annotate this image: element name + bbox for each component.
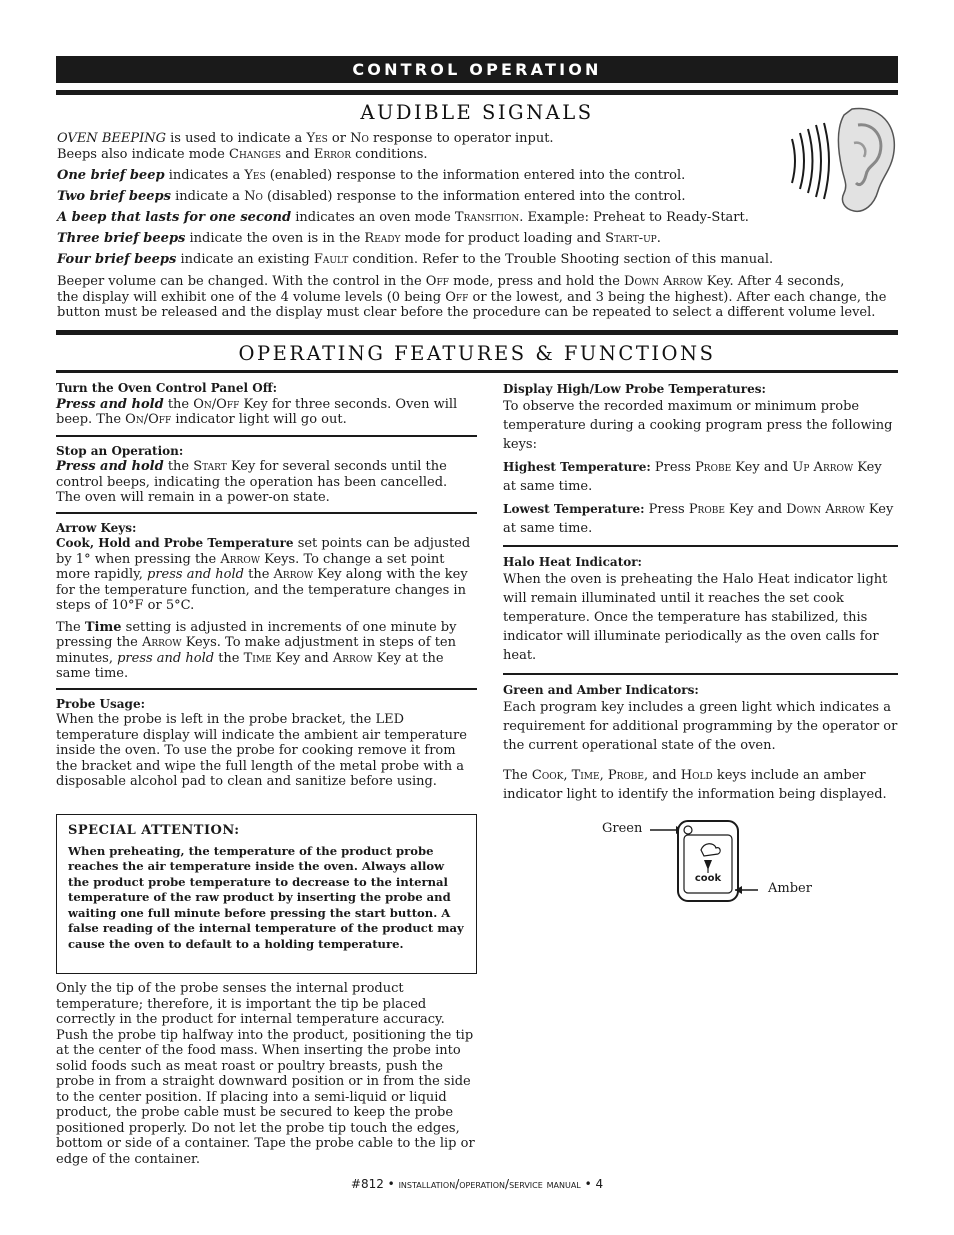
- emphasis: Press and hold: [56, 396, 164, 412]
- page-footer: [0, 1177, 954, 1193]
- text: response to operator input.: [368, 131, 554, 146]
- display-probe-text: To observe the recorded maximum or minimum probe temperature during a cooking program press the following keys:: [503, 399, 893, 452]
- changes-term: Changes: [229, 147, 282, 162]
- audible-text: [57, 131, 777, 273]
- time-text: [56, 620, 476, 682]
- text: Press: [650, 460, 696, 475]
- amber-keys-text: [503, 766, 898, 804]
- text: Key and: [724, 502, 787, 517]
- no-term: No: [350, 131, 369, 146]
- text: ,: [599, 768, 608, 783]
- text: . Example: Preheat to Ready-Start.: [519, 210, 749, 225]
- yes-term: Yes: [306, 131, 328, 146]
- text: indicator light will go out.: [171, 412, 347, 427]
- text: indicate the oven is in the: [185, 231, 365, 246]
- divider: [56, 688, 477, 690]
- off-term: Off: [425, 274, 449, 289]
- down-arrow-term: Down Arrow: [786, 502, 865, 517]
- text: setting is adjusted in increments of one minute by pressing the: [56, 619, 457, 650]
- probe-usage-heading: Probe Usage:: [56, 696, 146, 711]
- text: mode, press and hold the: [448, 274, 625, 289]
- text: (enabled) response to the information entered into the control.: [265, 168, 686, 183]
- emphasis: Cook, Hold and Probe Temperature: [56, 536, 294, 550]
- display-probe-heading: Display High/Low Probe Temperatures:: [503, 382, 766, 396]
- stop-text: [56, 459, 476, 506]
- green-amber-text: Each program key includes a green light which indicates a requirement for additional programming by the operator or the current operational state of the oven.: [503, 700, 898, 753]
- special-attention-title: SPECIAL ATTENTION:: [68, 823, 240, 838]
- oven-beeping-term: OVEN BEEPING: [57, 131, 166, 146]
- fault-term: Fault: [313, 252, 349, 267]
- text: and: [281, 147, 314, 162]
- text: , and: [643, 768, 681, 783]
- divider: [56, 435, 477, 437]
- text: the: [163, 459, 194, 474]
- emphasis: press and hold: [117, 650, 215, 666]
- start-term: Start: [193, 459, 227, 474]
- special-attention-text: When preheating, the temperature of the product probe reaches the air temperature inside the oven. Always allow the product probe temperature to decrease to the internal temperature of the raw product by inserting the probe and waiting one full minute before pressing the start button. A false reading of the internal temperature of the product may cause the oven to default to a holding temperature.: [68, 843, 464, 951]
- yes-term: Yes: [244, 168, 266, 183]
- two-beeps-line: [57, 189, 777, 210]
- volume-line-1: [57, 274, 902, 290]
- turn-off-text: [56, 397, 476, 428]
- emphasis: Time: [84, 619, 122, 635]
- turn-off-heading: Turn the Oven Control Panel Off:: [56, 381, 278, 395]
- probe-term: Probe: [688, 502, 725, 517]
- probe-usage-text: When the probe is left in the probe bracket, the LED temperature display will indicate the ambient air temperature inside the oven. To use the probe for cooking remove it from the bracket and wipe the full length of the metal probe with a disposable alcohol pad to clean and sanitize before using.: [56, 712, 467, 789]
- one-beep-term: One brief beep: [57, 168, 165, 183]
- text: the display will exhibit one of the 4 volume levels (0 being: [57, 289, 446, 305]
- text: indicate a: [170, 189, 245, 204]
- text: indicates an oven mode: [291, 210, 455, 225]
- halo-heat-text: When the oven is preheating the Halo Heat indicator light will remain illuminated until it reaches the set cook temperature. Once the temperature has stabilized, this indicator will illuminate periodically as the oven calls for heat.: [503, 572, 888, 663]
- up-arrow-term: Up Arrow: [792, 460, 854, 475]
- text: Press: [644, 502, 689, 517]
- text: Key and: [731, 460, 793, 475]
- arrow-term: Arrow: [332, 650, 373, 666]
- text: indicate an existing: [176, 252, 314, 267]
- cook-key-label: cook: [694, 873, 722, 884]
- ear-icon: [782, 103, 900, 215]
- arrow-term: Arrow: [141, 635, 182, 650]
- arrow-term: Arrow: [273, 567, 314, 582]
- hold-term: Hold: [680, 768, 713, 783]
- text: conditions.: [351, 147, 428, 162]
- beeping-line: [57, 131, 777, 147]
- emphasis: Press and hold: [56, 459, 164, 474]
- green-label: Green: [602, 821, 643, 836]
- text: ,: [563, 768, 572, 783]
- top-rule: [56, 90, 898, 95]
- text: mode for product loading and: [400, 231, 606, 246]
- text: Key at the same time.: [56, 650, 444, 681]
- text: or the lowest, and 3 being the highest). After each change, the: [468, 289, 887, 305]
- off-term: Off: [445, 289, 469, 305]
- special-attention-box: [56, 814, 477, 974]
- volume-paragraph: [57, 274, 902, 321]
- startup-term: Start-up: [605, 231, 657, 246]
- volume-line-2: [57, 290, 902, 306]
- manual-title: installation/operation/service manual: [398, 1177, 581, 1191]
- probe-term: Probe: [695, 460, 732, 475]
- emphasis: Lowest Temperature:: [503, 502, 645, 516]
- text: Beeper volume can be changed. With the control in the: [57, 274, 426, 289]
- text: Key for three seconds. Oven will beep. The: [56, 396, 458, 427]
- text: the: [163, 396, 194, 412]
- three-beeps-term: Three brief beeps: [57, 231, 186, 246]
- long-beep-term: A beep that lasts for one second: [57, 210, 292, 225]
- divider: [503, 673, 898, 675]
- text: Key along with the key for the temperature function, and the temperature changes in steps of 10°F or 5°C.: [56, 567, 468, 613]
- audible-signals-title: AUDIBLE SIGNALS: [360, 101, 594, 124]
- text: or: [327, 131, 351, 146]
- text: Key at same time.: [503, 460, 882, 494]
- three-beeps-line: [57, 231, 777, 252]
- divider: [503, 545, 898, 547]
- text: condition. Refer to the Trouble Shooting section of this manual.: [348, 252, 774, 267]
- no-term: No: [244, 189, 263, 204]
- halo-heat-heading: Halo Heat Indicator:: [503, 555, 642, 569]
- page-number: • 4: [580, 1177, 604, 1191]
- text: is used to indicate a: [166, 131, 307, 146]
- text: Keys. To make adjustment in steps of ten minutes,: [56, 635, 456, 666]
- cook-key-icon: [646, 818, 770, 904]
- long-beep-line: [57, 210, 777, 231]
- probe-tip-section: [56, 981, 476, 1167]
- manual-number: #812 •: [350, 1177, 399, 1191]
- text: Key and: [271, 650, 333, 666]
- down-arrow-term: Down Arrow: [624, 274, 703, 289]
- green-amber-heading: Green and Amber Indicators:: [503, 683, 699, 697]
- text: the: [243, 567, 274, 582]
- transition-term: Transition: [454, 210, 520, 225]
- text: .: [656, 231, 661, 246]
- features-title: OPERATING FEATURES & FUNCTIONS: [238, 342, 716, 365]
- left-column: [56, 381, 476, 790]
- on-off-term: On/Off: [125, 412, 172, 427]
- lowest-temp-text: [503, 500, 898, 538]
- text: The: [503, 768, 532, 783]
- arrow-term: Arrow: [220, 551, 260, 567]
- time-term: Time: [571, 768, 600, 783]
- features-underline: [56, 370, 898, 373]
- sound-waves-icon: [792, 123, 829, 199]
- probe-term: Probe: [607, 768, 644, 783]
- section-banner: CONTROL OPERATION: [56, 56, 898, 83]
- text: keys include an amber indicator light to identify the information being displayed.: [503, 768, 887, 802]
- text: the: [214, 650, 244, 666]
- text: set points can be adjusted by 1° when pressing the: [56, 536, 471, 567]
- right-column: [503, 381, 898, 804]
- text: The: [56, 619, 85, 635]
- text: Key for several seconds until the control beeps, indicating the operation has been cancelled. The oven will remain in a power-on state.: [56, 459, 448, 505]
- probe-tip-text: Only the tip of the probe senses the internal product temperature; therefore, it is important the tip be placed correctly in the product for internal temperature accuracy. Push the probe tip halfway into the product, positioning the tip at the center of the food mass. When inserting the probe into solid foods such as meat roast or poultry breasts, push the probe in from a straight downward position or in from the side to the center position. If placing into a semi-liquid or liquid product, the probe cable must be secured to keep the probe positioned properly. Do not let the probe tip touch the edges, bottom or side of a container. Tape the probe cable to the lip or edge of the container.: [56, 981, 475, 1167]
- text: Beeps also indicate mode: [57, 147, 229, 162]
- arrow-keys-heading: Arrow Keys:: [56, 520, 137, 535]
- arrow-keys-text: [56, 536, 476, 614]
- cook-term: Cook: [531, 768, 564, 783]
- four-beeps-term: Four brief beeps: [57, 252, 177, 267]
- features-rule: [56, 330, 898, 335]
- beeps-modes-line: [57, 147, 777, 168]
- emphasis: press and hold: [147, 567, 244, 582]
- text: Key. After 4 seconds,: [702, 274, 845, 289]
- highest-temp-text: [503, 458, 898, 496]
- text: Keys. To change a set point more rapidly,: [56, 551, 445, 582]
- on-off-term: On/Off: [193, 396, 240, 412]
- two-beeps-term: Two brief beeps: [57, 189, 171, 204]
- text: (disabled) response to the information entered into the control.: [262, 189, 686, 204]
- divider: [56, 512, 477, 514]
- stop-heading: Stop an Operation:: [56, 443, 184, 458]
- text: indicates a: [164, 168, 245, 183]
- error-term: Error: [313, 147, 352, 162]
- emphasis: Highest Temperature:: [503, 460, 651, 474]
- ready-term: Ready: [364, 231, 401, 246]
- amber-label: Amber: [768, 881, 812, 896]
- time-term: Time: [243, 650, 272, 666]
- four-beeps-line: [57, 252, 777, 273]
- one-beep-line: [57, 168, 777, 189]
- volume-line-3: button must be released and the display must clear before the procedure can be repeated to select a different volume level.: [57, 305, 876, 320]
- text: Key at same time.: [503, 502, 894, 536]
